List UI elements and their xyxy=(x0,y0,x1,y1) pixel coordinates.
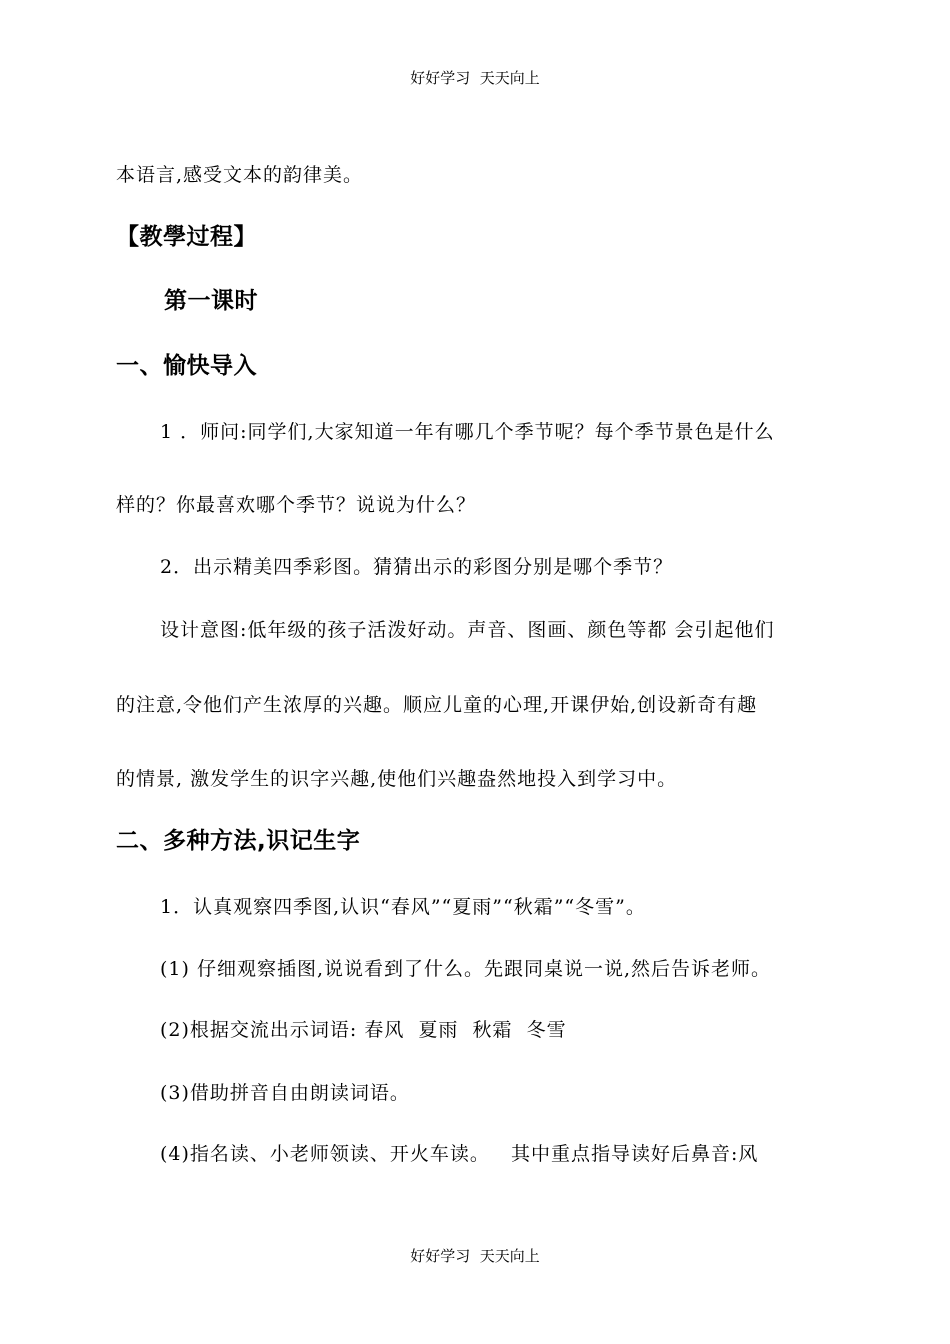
heading-learn-characters: 二、多种方法,识记生字 xyxy=(116,828,361,854)
paragraph-question-line2: 样的？你最喜欢哪个季节？说说为什么？ xyxy=(116,494,477,516)
paragraph-design-intent-line1: 设计意图:低年级的孩子活泼好动。声音、图画、颜色等都 会引起他们 xyxy=(160,619,775,641)
page-header: 好好学习 天天向上 xyxy=(410,69,540,87)
list-item-show-words: (2)根据交流出示词语: 春风 夏雨 秋霜 冬雪 xyxy=(160,1019,567,1041)
paragraph-continuation: 本语言,感受文本的韵律美。 xyxy=(116,164,364,186)
lesson-title: 第一课时 xyxy=(164,288,258,314)
list-item-reading-practice: (4)指名读、小老师领读、开火车读。 其中重点指导读好后鼻音:风 xyxy=(160,1143,759,1165)
list-item-read-pinyin: (3)借助拼音自由朗读词语。 xyxy=(160,1082,410,1104)
paragraph-question-line1: 1 ．师问:同学们,大家知道一年有哪几个季节呢？每个季节景色是什么 xyxy=(160,421,775,443)
paragraph-observe-seasons: 1．认真观察四季图,认识“春风”“夏雨”“秋霜”“冬雪”。 xyxy=(160,896,646,918)
paragraph-seasons-pictures: 2．出示精美四季彩图。猜猜出示的彩图分别是哪个季节？ xyxy=(160,556,674,578)
paragraph-design-intent-line3: 的情景, 激发学生的识字兴趣,使他们兴趣盎然地投入到学习中。 xyxy=(116,768,678,790)
section-title: 【教學过程】 xyxy=(116,224,257,250)
page-footer: 好好学习 天天向上 xyxy=(410,1247,540,1265)
heading-happy-intro: 一、愉快导入 xyxy=(116,353,257,379)
list-item-observe-illustration: (1) 仔细观察插图,说说看到了什么。先跟同桌说一说,然后告诉老师。 xyxy=(160,958,772,980)
paragraph-design-intent-line2: 的注意,令他们产生浓厚的兴趣。顺应儿童的心理,开课伊始,创设新奇有趣 xyxy=(116,694,758,716)
